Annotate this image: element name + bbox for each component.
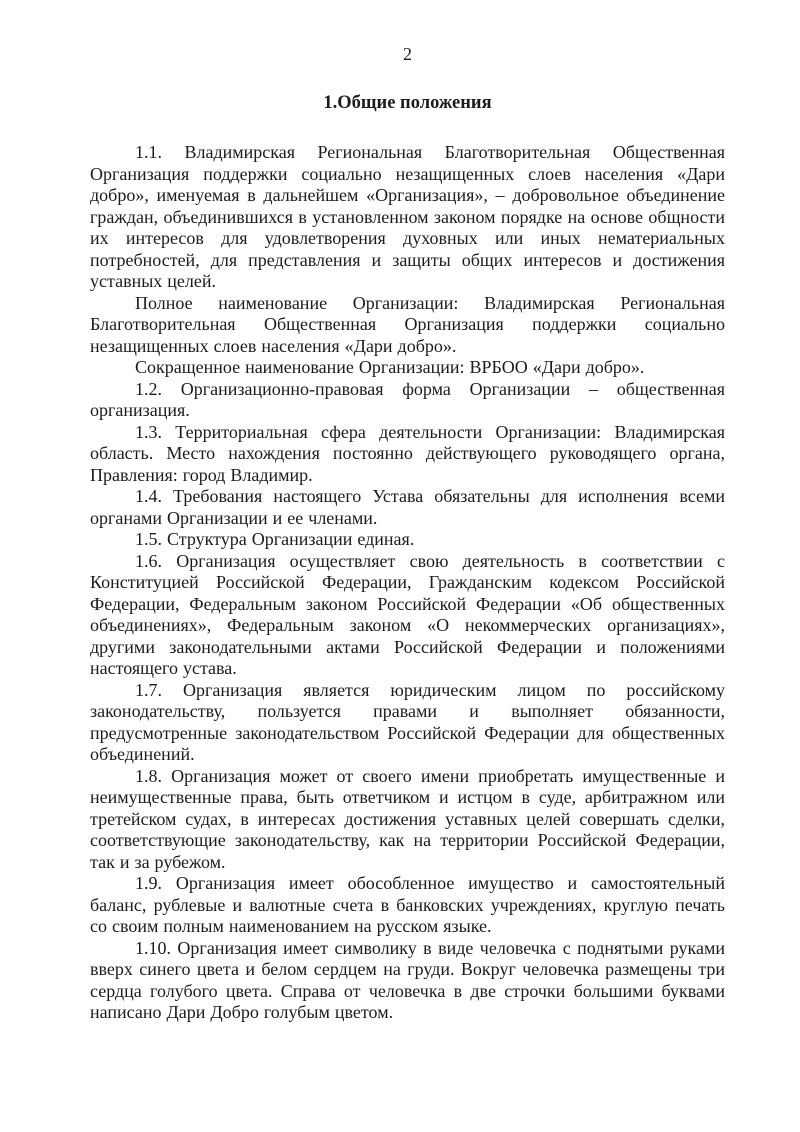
paragraph-1-10: 1.10. Организация имеет символику в виде человечка с поднятыми руками вверх синего цвета и белом сердцем на груди. Вокруг человечка размещены три сердца голубого цвета. Справа от человечка в две строчки большими буквами написано Дари Добро голубым цветом.: [90, 937, 725, 1022]
section-heading: 1.Общие положения: [323, 92, 492, 113]
paragraph-short-name: Сокращенное наименование Организации: ВРБОО «Дари добро».: [135, 357, 645, 377]
paragraph-1-5: 1.5. Структура Организации единая.: [135, 529, 415, 549]
paragraph-1-4: 1.4. Требования настоящего Устава обязательны для исполнения всеми органами Организации и ее членами.: [90, 486, 725, 528]
paragraph-1-2: 1.2. Организационно-правовая форма Организации – общественная организация.: [90, 378, 725, 420]
paragraph-1-1: 1.1. Владимирская Региональная Благотворительная Общественная Организация поддержки социально незащищенных слоев населения «Дари добро», именуемая в дальнейшем «Организация», – добровольное объединение граждан, объединившихся в установленном законом порядке на основе общности их интересов для удовлетворения духовных или иных нематериальных потребностей, для представления и защиты общих интересов и достижения уставных целей.: [90, 142, 725, 291]
document-body: [90, 142, 725, 1024]
paragraph-1-3: 1.3. Территориальная сфера деятельности Организации: Владимирская область. Место нахождения постоянно действующего руководящего органа, Правления: город Владимир.: [90, 421, 725, 485]
paragraph-full-name: Полное наименование Организации: Владимирская Региональная Благотворительная Общественная Организация поддержки социально незащищенных слоев населения «Дари добро».: [90, 292, 725, 356]
page-number: 2: [403, 44, 412, 64]
paragraph-1-6: 1.6. Организация осуществляет свою деятельность в соответствии с Конституцией Российской Федерации, Гражданским кодексом Российской Федерации, Федеральным законом Российской Федерации «Об общественных объединениях», Федеральным законом «О некоммерческих организациях», другими законодательными актами Российской Федерации и положениями настоящего устава.: [90, 550, 725, 678]
paragraph-1-9: 1.9. Организация имеет обособленное имущество и самостоятельный баланс, рублевые и валютные счета в банковских учреждениях, круглую печать со своим полным наименованием на русском языке.: [90, 873, 725, 936]
paragraph-1-8: 1.8. Организация может от своего имени приобретать имущественные и неимущественные права, быть ответчиком и истцом в суде, арбитражном или третейском судах, в интересах достижения уставных целей совершать сделки, соответствующие законодательству, как на территории Российской Федерации, так и за рубежом.: [90, 765, 725, 872]
paragraph-1-7: 1.7. Организация является юридическим лицом по российскому законодательству, пользуется правами и выполняет обязанности, предусмотренные законодательством Российской Федерации для общественных объединений.: [90, 679, 725, 764]
